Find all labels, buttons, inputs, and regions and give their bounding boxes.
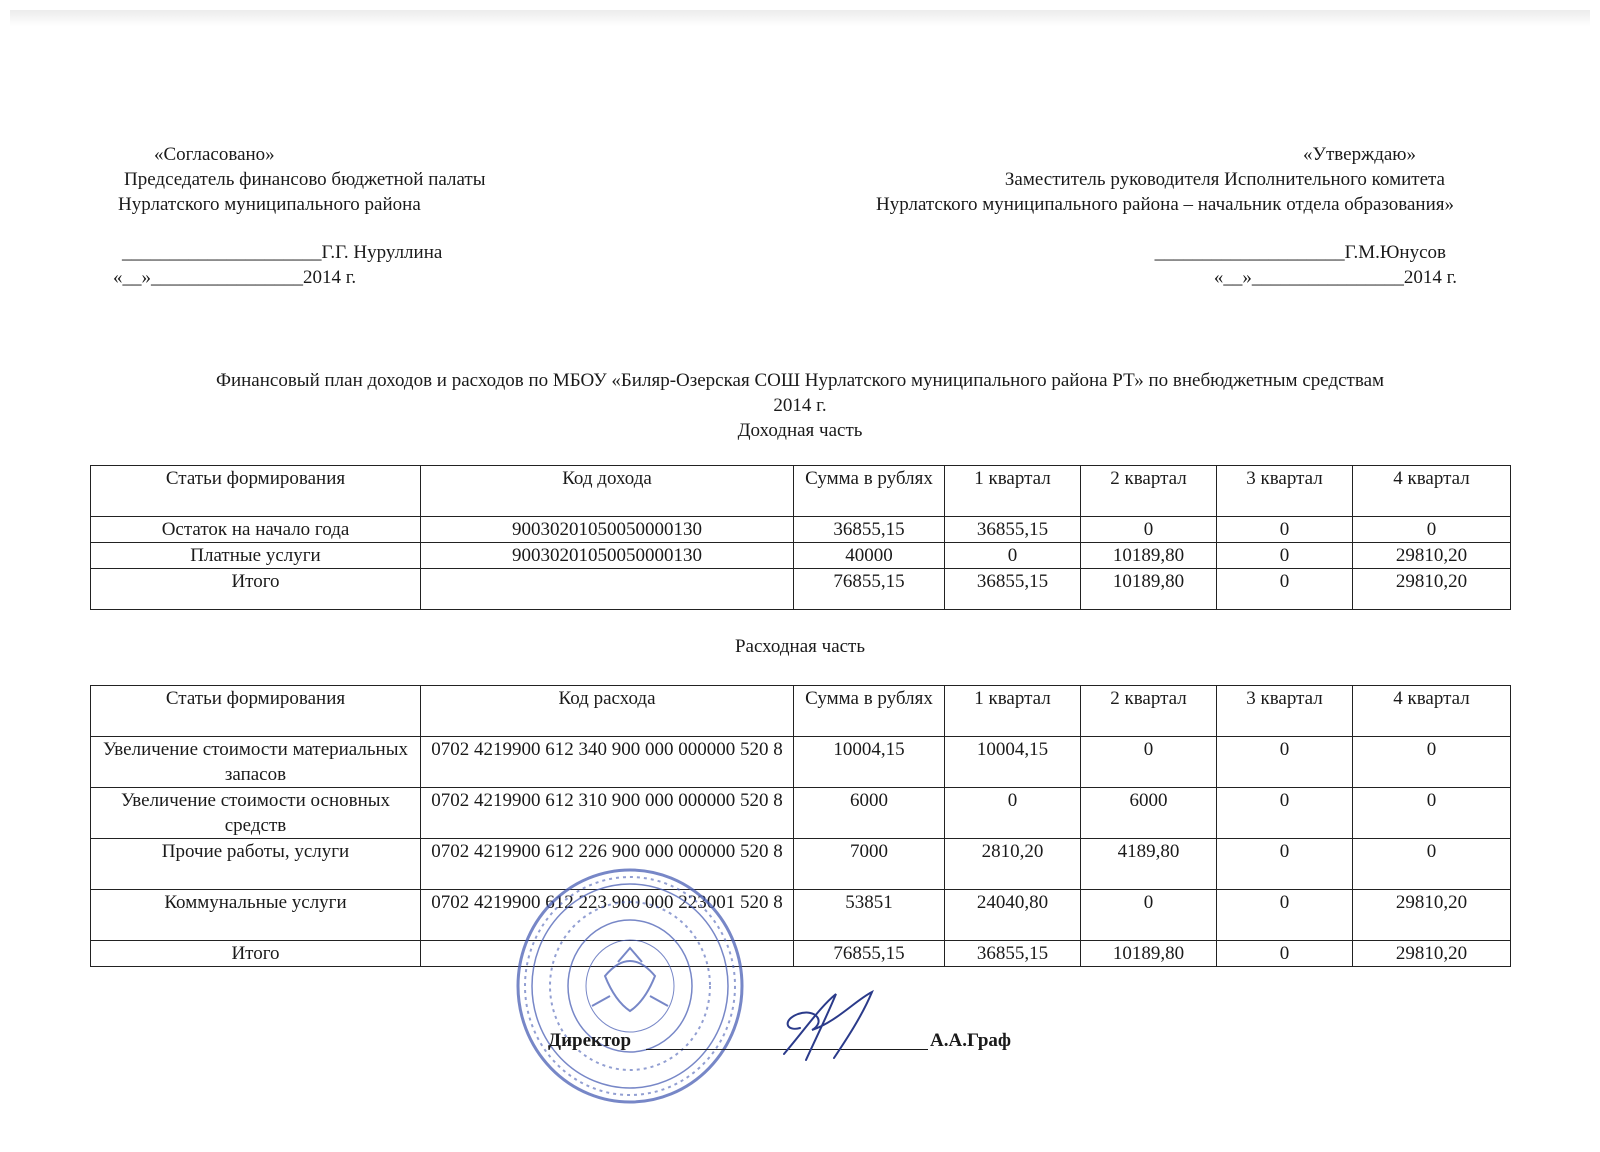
expense-header-cell: Код расхода xyxy=(421,686,794,737)
left-approval-line2: Нурлатского муниципального района xyxy=(118,194,421,215)
director-name: А.А.Граф xyxy=(930,1030,1012,1051)
table-cell: 0 xyxy=(1217,941,1353,967)
table-cell: 0 xyxy=(1217,737,1353,788)
table-cell: 24040,80 xyxy=(945,890,1081,941)
document-title-line1: Финансовый план доходов и расходов по МБОУ «Биляр-Озерская СОШ Нурлатского муниципального района РТ» по внебюджетным средствам xyxy=(215,370,1385,391)
table-cell: 29810,20 xyxy=(1353,569,1511,610)
table-cell xyxy=(421,941,794,967)
table-cell: Платные услуги xyxy=(91,543,421,569)
table-cell: 0 xyxy=(1217,839,1353,890)
expense-header-cell: Сумма в рублях xyxy=(794,686,945,737)
income-header-cell: Сумма в рублях xyxy=(794,466,945,517)
table-row xyxy=(91,788,1511,839)
expense-heading: Расходная часть xyxy=(734,636,866,657)
signature-underline xyxy=(646,1049,928,1050)
table-row xyxy=(91,890,1511,941)
income-header-cell: 3 квартал xyxy=(1217,466,1353,517)
table-row xyxy=(91,737,1511,788)
expense-table xyxy=(90,685,1511,967)
table-cell: 0 xyxy=(1081,890,1217,941)
table-cell: 7000 xyxy=(794,839,945,890)
table-total-row xyxy=(91,569,1511,610)
table-cell: Прочие работы, услуги xyxy=(91,839,421,890)
table-cell: 6000 xyxy=(1081,788,1217,839)
income-header-cell: Статьи формирования xyxy=(91,466,421,517)
table-cell: 4189,80 xyxy=(1081,839,1217,890)
director-label: Директор xyxy=(548,1030,632,1051)
table-cell: 0 xyxy=(1217,569,1353,610)
table-cell: 0702 4219900 612 223 900 000 223001 520 8 xyxy=(421,890,794,941)
right-approval-heading: «Утверждаю» xyxy=(1303,144,1416,165)
table-cell: 90030201050050000130 xyxy=(421,543,794,569)
table-cell: 29810,20 xyxy=(1353,543,1511,569)
table-cell: 0 xyxy=(1217,517,1353,543)
table-cell: Коммунальные услуги xyxy=(91,890,421,941)
income-header-cell: 4 квартал xyxy=(1353,466,1511,517)
table-cell: 0 xyxy=(1353,788,1511,839)
income-header-row xyxy=(91,466,1511,517)
table-cell: 40000 xyxy=(794,543,945,569)
expense-header-cell: 4 квартал xyxy=(1353,686,1511,737)
expense-header-cell: 2 квартал xyxy=(1081,686,1217,737)
table-cell: 29810,20 xyxy=(1353,941,1511,967)
handwritten-signature-icon xyxy=(776,988,896,1068)
document-title xyxy=(100,368,1500,443)
table-cell: 76855,15 xyxy=(794,941,945,967)
table-cell: 0 xyxy=(1217,890,1353,941)
table-cell: 6000 xyxy=(794,788,945,839)
table-cell: 10189,80 xyxy=(1081,543,1217,569)
table-cell: 2810,20 xyxy=(945,839,1081,890)
scan-edge xyxy=(10,10,1590,26)
left-approval-date: «__»________________2014 г. xyxy=(113,267,357,288)
table-total-row xyxy=(91,941,1511,967)
expense-header-cell: Статьи формирования xyxy=(91,686,421,737)
table-cell: 36855,15 xyxy=(945,569,1081,610)
table-cell: 10004,15 xyxy=(794,737,945,788)
table-row xyxy=(91,839,1511,890)
right-approval-line1: Заместитель руководителя Исполнительного комитета xyxy=(1004,169,1445,190)
table-cell: Увеличение стоимости материальных запасов xyxy=(91,737,421,788)
income-header-cell: 2 квартал xyxy=(1081,466,1217,517)
table-cell: Итого xyxy=(91,941,421,967)
table-cell: 0702 4219900 612 226 900 000 000000 520 8 xyxy=(421,839,794,890)
table-cell: 0 xyxy=(945,788,1081,839)
left-approval-line1: Председатель финансово бюджетной палаты xyxy=(124,169,486,190)
table-cell: 0 xyxy=(945,543,1081,569)
table-cell: 36855,15 xyxy=(945,517,1081,543)
table-cell: 0 xyxy=(1217,543,1353,569)
table-cell: 76855,15 xyxy=(794,569,945,610)
table-cell: Итого xyxy=(91,569,421,610)
table-cell: Остаток на начало года xyxy=(91,517,421,543)
table-cell: 0 xyxy=(1081,737,1217,788)
income-heading: Доходная часть xyxy=(737,420,863,441)
income-table xyxy=(90,465,1511,610)
table-cell: Увеличение стоимости основных средств xyxy=(91,788,421,839)
right-approval-line2: Нурлатского муниципального района – начальник отдела образования» xyxy=(876,194,1454,215)
table-cell: 10004,15 xyxy=(945,737,1081,788)
table-cell: 0 xyxy=(1353,839,1511,890)
right-approval-signature: ____________________Г.М.Юнусов xyxy=(1154,242,1446,263)
table-cell: 0 xyxy=(1081,517,1217,543)
table-cell: 0702 4219900 612 310 900 000 000000 520 8 xyxy=(421,788,794,839)
table-cell xyxy=(421,569,794,610)
table-cell: 90030201050050000130 xyxy=(421,517,794,543)
income-header-cell: 1 квартал xyxy=(945,466,1081,517)
left-approval-heading: «Согласовано» xyxy=(154,144,275,165)
income-header-cell: Код дохода xyxy=(421,466,794,517)
table-cell: 0 xyxy=(1353,737,1511,788)
expense-header-row xyxy=(91,686,1511,737)
table-row xyxy=(91,543,1511,569)
right-approval-date: «__»________________2014 г. xyxy=(1213,267,1457,288)
table-cell: 10189,80 xyxy=(1081,569,1217,610)
table-cell: 0 xyxy=(1217,788,1353,839)
table-cell: 53851 xyxy=(794,890,945,941)
expense-header-cell: 1 квартал xyxy=(945,686,1081,737)
table-cell: 10189,80 xyxy=(1081,941,1217,967)
table-cell: 36855,15 xyxy=(945,941,1081,967)
table-row xyxy=(91,517,1511,543)
document-title-line2: 2014 г. xyxy=(773,395,827,416)
table-cell: 36855,15 xyxy=(794,517,945,543)
table-cell: 29810,20 xyxy=(1353,890,1511,941)
expense-header-cell: 3 квартал xyxy=(1217,686,1353,737)
table-cell: 0 xyxy=(1353,517,1511,543)
table-cell: 0702 4219900 612 340 900 000 000000 520 8 xyxy=(421,737,794,788)
left-approval-signature: _____________________Г.Г. Нуруллина xyxy=(122,242,443,263)
